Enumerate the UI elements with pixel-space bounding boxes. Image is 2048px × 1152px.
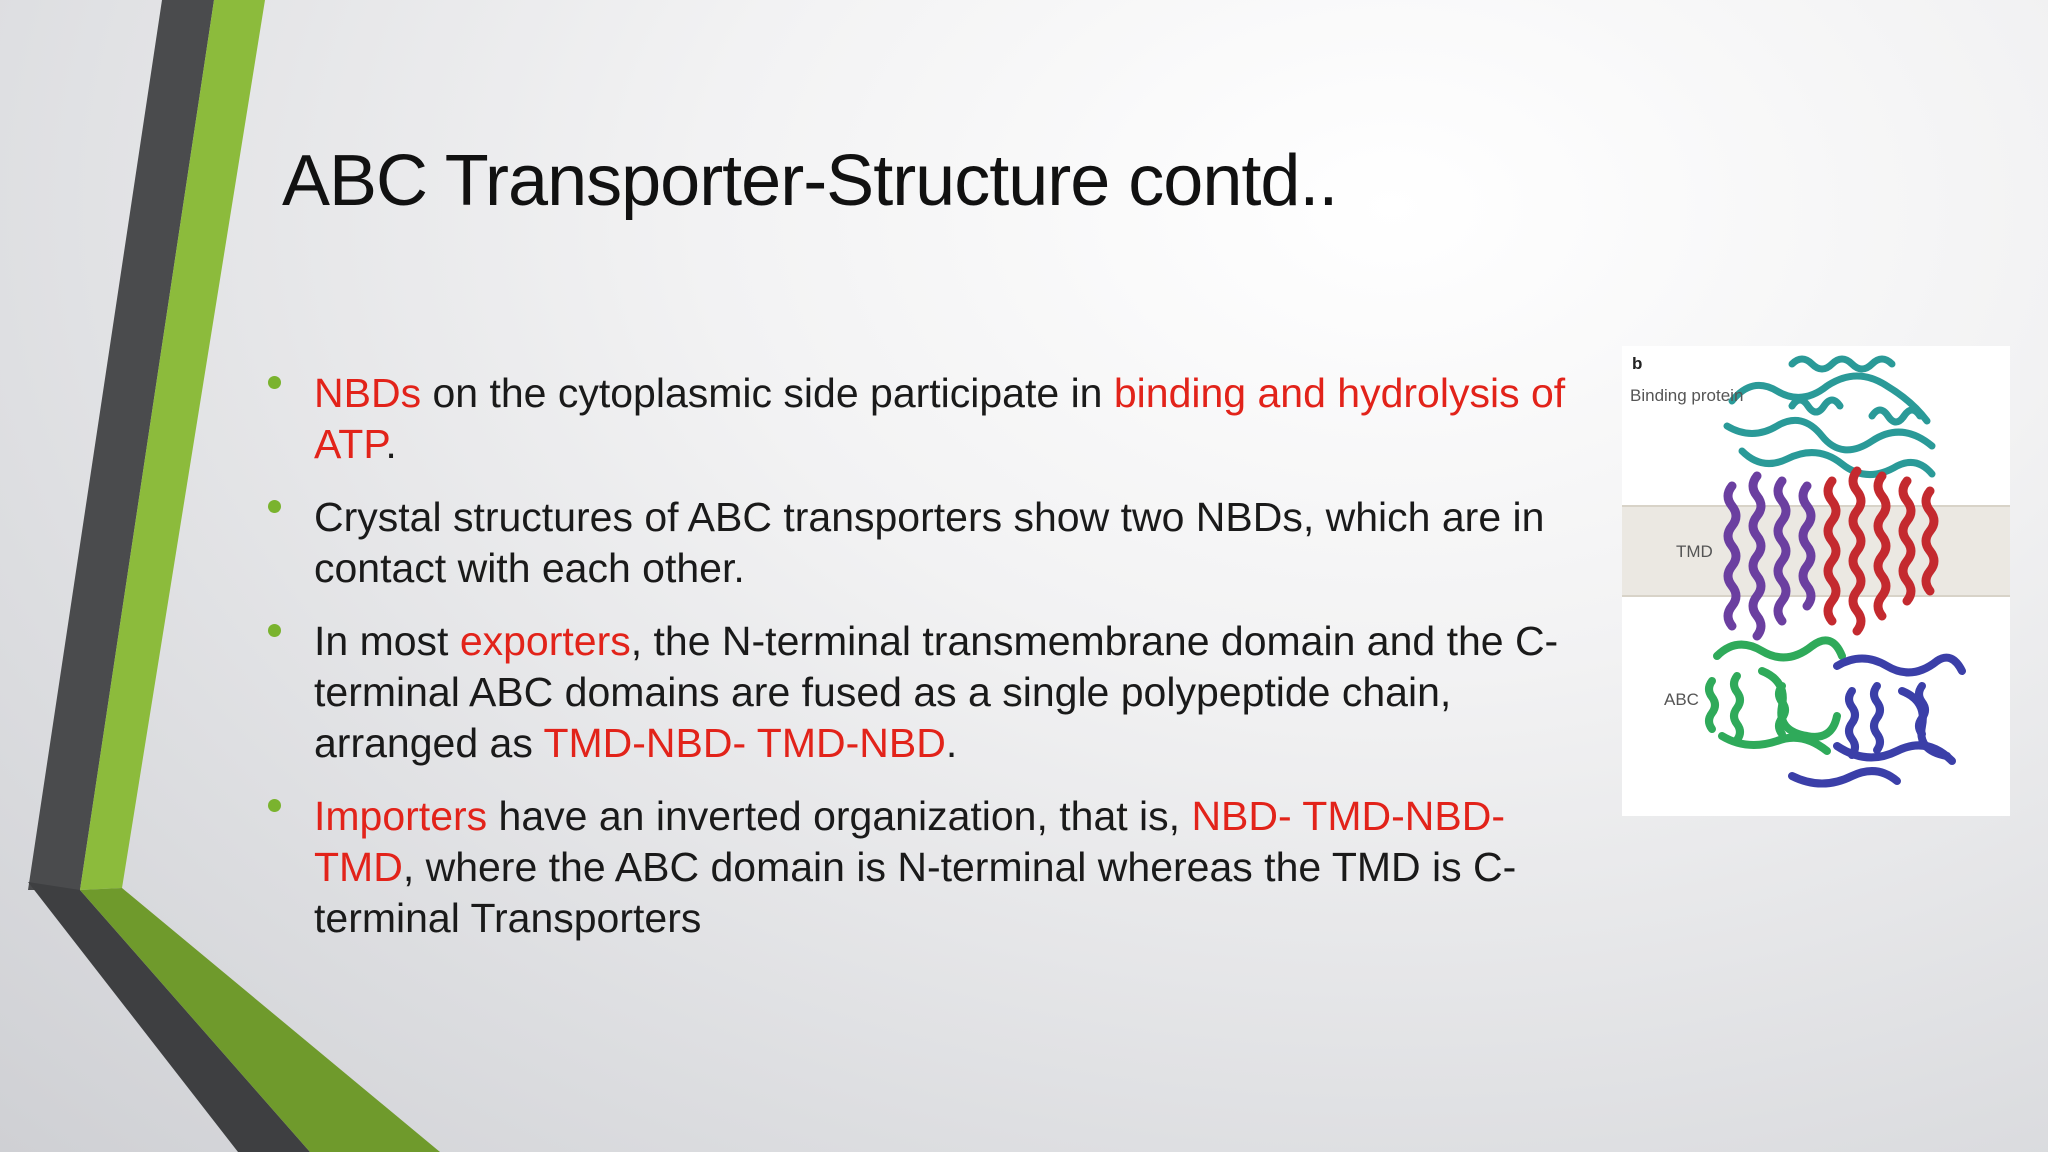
bullet-text-segment: In most <box>314 618 460 664</box>
bullet-text-segment: TMD-NBD- TMD-NBD <box>543 720 946 766</box>
bullet-text-segment: have an inverted organization, that is, <box>487 793 1192 839</box>
bullet-text-segment: NBD- TMD-NBD-TMD <box>314 793 1505 890</box>
bullet-dot-icon <box>268 624 281 637</box>
slide-title: ABC Transporter-Structure contd.. <box>282 141 1338 221</box>
bullet-text-segment: Crystal structures of ABC transporters show two NBDs, which are in contact with each other. <box>314 494 1545 591</box>
bullet-text-segment: on the cytoplasmic side participate in <box>421 370 1114 416</box>
bullet-text-segment: Importers <box>314 793 488 839</box>
bullet-text-segment: , where the ABC domain is N-terminal whereas the TMD is C-terminal Transporters <box>314 844 1517 941</box>
bullet-text-segment: binding and hydrolysis of ATP <box>314 370 1566 467</box>
bullet-item <box>268 791 1588 944</box>
abc-domain-right <box>1792 658 1962 784</box>
bullet-dot-icon <box>268 799 281 812</box>
figure-label-tmd: TMD <box>1676 542 1713 561</box>
bullet-text-segment: . <box>945 720 958 766</box>
bullet-text-segment: , the N-terminal transmembrane domain and the C-terminal ABC domains are fused as a single polypeptide chain, arranged as <box>314 618 1559 766</box>
bullet-item <box>268 616 1588 769</box>
bullet-text-segment: NBDs <box>314 370 422 416</box>
bullet-text-segment: exporters <box>459 618 631 664</box>
protein-structure-illustration <box>1622 346 2010 816</box>
bullet-item <box>268 368 1588 470</box>
figure-label-binding-protein: Binding protein <box>1630 386 1744 405</box>
bullet-text-segment: . <box>385 421 397 467</box>
bullet-dot-icon <box>268 376 281 389</box>
bullet-item <box>268 492 1588 594</box>
bullet-dot-icon <box>268 500 281 513</box>
protein-structure-figure <box>1622 346 2010 816</box>
bullet-list <box>268 368 1588 966</box>
figure-label-abc: ABC <box>1664 690 1699 709</box>
figure-panel-letter: b <box>1632 354 1643 373</box>
binding-protein-domain <box>1727 359 1932 475</box>
abc-domain-left <box>1709 640 1842 751</box>
